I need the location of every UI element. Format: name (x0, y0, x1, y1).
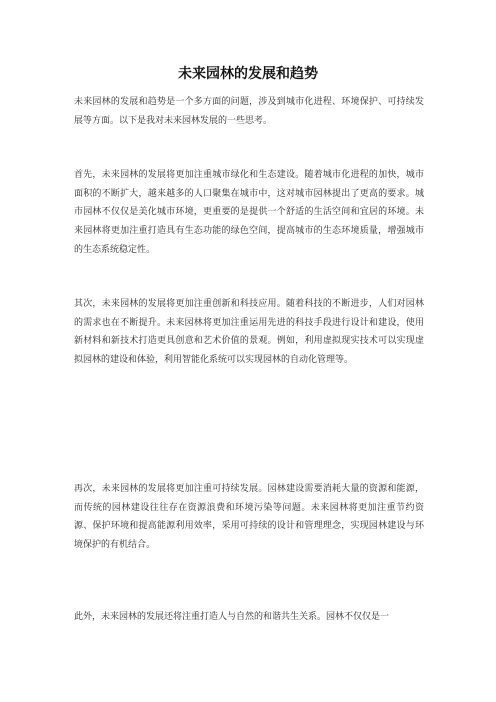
paragraph-first: 首先，未来园林的发展将更加注重城市绿化和生态建设。随着城市化进程的加快，城市面积的不断扩大，越来越多的人口聚集在城市中，这对城市园林提出了更高的要求。城市园林不仅仅是美化城市环境，更重要的是提供一个舒适的生活空间和宜居的环境。未来园林将更加注重打造具有生态功能的绿色空间，提高城市的生态环境质量，增强城市的生态系统稳定性。 (74, 170, 424, 255)
paragraph-third: 再次，未来园林的发展将更加注重可持续发展。园林建设需要消耗大量的资源和能源，而传统的园林建设往往存在资源浪费和环境污染等问题。未来园林将更加注重节约资源、保护环境和提高能源利用效率，采用可持续的设计和管理理念，实现园林建设与环境保护的有机结合。 (74, 484, 424, 551)
paragraph-second: 其次，未来园林的发展将更加注重创新和科技应用。随着科技的不断进步，人们对园林的需求也在不断提升。未来园林将更加注重运用先进的科技手段进行设计和建设，使用新材料和新技术打造更具创意和艺术价值的景观。例如，利用虚拟现实技术可以实现虚拟园林的建设和体验，利用智能化系统可以实现园林的自动化管理等。 (74, 299, 424, 366)
paragraph-fourth: 此外，未来园林的发展还将注重打造人与自然的和谐共生关系。园林不仅仅是一 (74, 612, 390, 622)
paragraph-intro: 未来园林的发展和趋势是一个多方面的问题，涉及到城市化进程、环境保护、可持续发展等方面。以下是我对未来园林发展的一些思考。 (74, 97, 424, 126)
document-title: 未来园林的发展和趋势 (178, 66, 318, 82)
